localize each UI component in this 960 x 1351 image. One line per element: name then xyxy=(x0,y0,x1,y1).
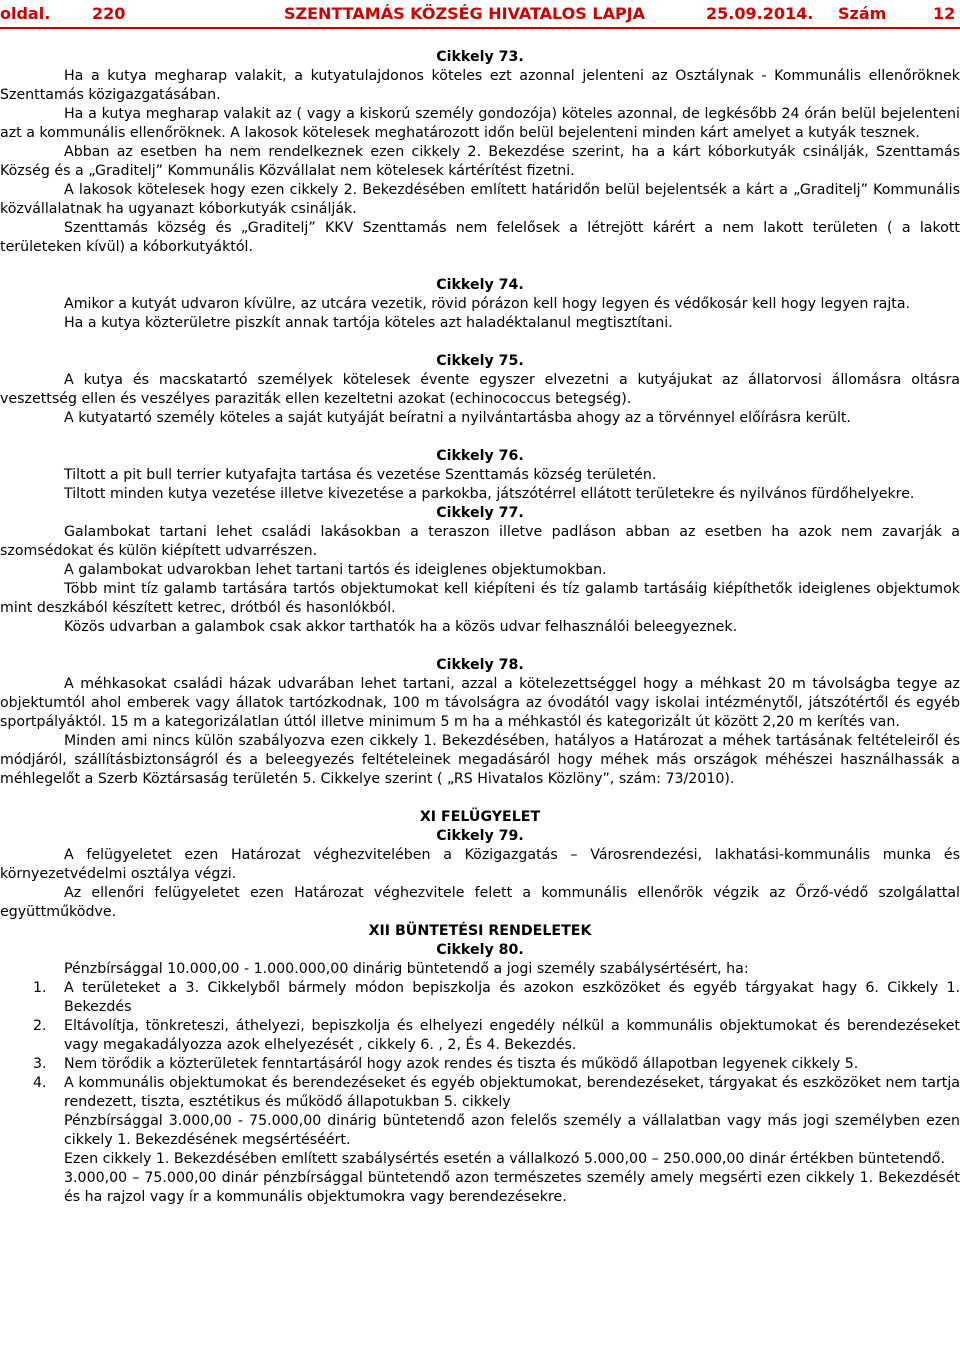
page-label: oldal. xyxy=(0,4,51,23)
list-item-text: Eltávolítja, tönkreteszi, áthelyezi, bepiszkolja és elhelyezi engedély nélkül a kommunális objektumokat és berendezéseket vagy megakadályozza azok elhelyezését , cikkely 6. , 2, És 4. Bekezdés. xyxy=(64,1018,960,1053)
header-rule xyxy=(0,27,960,29)
paragraph: Minden ami nincs külön szabályozva ezen cikkely 1. Bekezdésében, hatályos a Határozat a méhek tartásának feltételeiről és módjáról, szállításbiztonságról és a beleegyezés feltételeinek megadásáról hogy méhek más országok méhészei használhassák a méhlegelőt a Szerb Köztársaság területén 5. Cikkelye szerint ( „RS Hivatalos Közlöny”, szám: 73/2010). xyxy=(0,733,960,787)
section-heading: Cikkely 76. xyxy=(436,448,524,464)
list-item xyxy=(0,1074,960,1112)
indented-paragraph: Ezen cikkely 1. Bekezdésében említett szabálysértés esetén a vállalkozó 5.000,00 – 250.000,00 dinár értékben büntetendő. xyxy=(64,1151,946,1167)
journal-title: SZENTTAMÁS KÖZSÉG HIVATALOS LAPJA xyxy=(284,4,646,23)
list-number: 1. xyxy=(33,980,47,996)
paragraph: Galambokat tartani lehet családi lakásokban a teraszon illetve padláson abban az esetben ha azok nem zavarják a szomsédokat és külön kiépített udvarrészen. xyxy=(0,524,960,559)
page-header xyxy=(0,4,960,24)
paragraph: A méhkasokat családi házak udvarában lehet tartani, azzal a kötelezettséggel hogy a méhkast 20 m távolságba tegye az objektumtól ahol emberek vagy állatok tartózkodnak, 100 m távolságra az óvodától vagy iskolai intézménytől, játszótértől és egyéb sportpályáktól. 15 m a kategorizálatlan úttól illetve minimum 5 m ha a méhkastól és kategorizált út között 2,20 m kerítés van. xyxy=(0,676,960,730)
list-item xyxy=(0,1017,960,1055)
paragraph: Tiltott a pit bull terrier kutyafajta tartása és vezetése Szenttamás község területén. xyxy=(64,467,657,483)
list-item xyxy=(0,1055,960,1074)
document-body xyxy=(0,48,960,1207)
indented-paragraph: Pénzbírsággal 3.000,00 - 75.000,00 dinárig büntetendő azon felelős személy a vállalatban vagy más jogi személyben ezen cikkely 1. Bekezdésének megsértéséért. xyxy=(64,1113,960,1148)
paragraph: Ha a kutya megharap valakit, a kutyatulajdonos köteles ezt azonnal jelenteni az Osztálynak - Kommunális ellenőröknek Szenttamás közigazgatásában. xyxy=(0,68,960,103)
paragraph: Pénzbírsággal 10.000,00 - 1.000.000,00 dinárig büntetendő a jogi személy szabálysértésért, ha: xyxy=(64,961,749,977)
section-heading: Cikkely 78. xyxy=(436,657,524,673)
paragraph: Szenttamás község és „Graditelj” KKV Szenttamás nem felelősek a létrejött kárért a nem lakott területen ( a lakott területeken kívül) a kóborkutyáktól. xyxy=(0,220,960,255)
section-heading: XII BÜNTETÉSI RENDELETEK xyxy=(368,923,592,939)
paragraph: Ha a kutya közterületre piszkít annak tartója köteles azt haladéktalanul megtisztítani. xyxy=(64,315,673,331)
paragraph: Az ellenőri felügyeletet ezen Határozat véghezvitele felett a kommunális ellenőrök végzik az Őrző-védő szolgálattal együttműködve. xyxy=(0,885,960,920)
section-heading: Cikkely 77. xyxy=(436,505,524,521)
indented-paragraph: 3.000,00 – 75.000,00 dinár pénzbírsággal büntetendő azon természetes személy amely megsérti ezen cikkely 1. Bekezdését és ha rajzol vagy ír a kommunális objektumokra vagy berendezésekre. xyxy=(64,1170,960,1205)
spacer xyxy=(0,637,960,656)
paragraph: A kutya és macskatartó személyek kötelesek évente egyszer elvezetni a kutyájukat az állatorvosi állomásra oltásra veszettség ellen és veszélyes paraziták ellen kezeltetni azokat (echinococcus betegség). xyxy=(0,372,960,407)
list-number: 4. xyxy=(33,1075,47,1091)
paragraph: A felügyeletet ezen Határozat véghezvitelében a Közigazgatás – Városrendezési, lakhatási-kommunális munka és környezetvédelmi osztálya végzi. xyxy=(0,847,960,882)
paragraph: Ha a kutya megharap valakit az ( vagy a kiskorú személy gondozója) köteles azonnal, de legkésőbb 24 órán belül bejelenteni azt a kommunális ellenőröknek. A lakosok kötelesek meghatározott időn belül bejelenteni minden kárt amelyet a kutyák tesznek. xyxy=(0,106,960,141)
issue-label: Szám xyxy=(838,4,887,23)
issue-number: 12 xyxy=(933,4,956,23)
list-number: 3. xyxy=(33,1056,47,1072)
list-item-text: A kommunális objektumokat és berendezéseket és egyéb objektumokat, berendezéseket, tárgyakat és eszközöket nem tartja rendezett, tiszta, esztétikus és működő állapotukban 5. cikkely xyxy=(64,1075,960,1110)
section-heading: XI FELÜGYELET xyxy=(419,809,541,825)
paragraph: Több mint tíz galamb tartására tartós objektumokat kell kiépíteni és tíz galamb tartásáig kiépíthetők ideiglenes objektumok mint deszkából készített ketrec, drótból és hasonlókból. xyxy=(0,581,960,616)
paragraph: Amikor a kutyát udvaron kívülre, az utcára vezetik, rövid pórázon kell hogy legyen és védőkosár kell hogy legyen rajta. xyxy=(64,296,911,312)
list-item xyxy=(0,979,960,1017)
section-heading: Cikkely 73. xyxy=(436,49,524,65)
spacer xyxy=(0,428,960,447)
paragraph: A lakosok kötelesek hogy ezen cikkely 2. Bekezdésében említett határidőn belül bejelentsék a kárt a „Graditelj” Kommunális közvállalatnak ha ugyanazt kóborkutyák csinálják. xyxy=(0,182,960,217)
paragraph: A kutyatartó személy köteles a saját kutyáját beíratni a nyilvántartásba ahogy az a törvénnyel előírásra került. xyxy=(64,410,851,426)
list-item-text: A területeket a 3. Cikkelyből bármely módon bepiszkolja és azokon eszközöket és egyéb tárgyakat hagy 6. Cikkely 1. Bekezdés xyxy=(64,980,960,1015)
paragraph: Közös udvarban a galambok csak akkor tarthatók ha a közös udvar felhasználói beleegyeznek. xyxy=(64,619,738,635)
spacer xyxy=(0,257,960,276)
paragraph: Abban az esetben ha nem rendelkeznek ezen cikkely 2. Bekezdése szerint, ha a kárt kóborkutyák csinálják, Szenttamás Község és a „Graditelj” Kommunális Közvállalat nem kötelesek kártérítést fizetni. xyxy=(0,144,960,179)
paragraph: Tiltott minden kutya vezetése illetve kivezetése a parkokba, játszótérrel ellátott területekre és nyilvános fürdőhelyekre. xyxy=(64,486,915,502)
spacer xyxy=(0,789,960,808)
list-item-text: Nem törődik a közterületek fenntartásáról hogy azok rendes és tiszta és működő állapotban legyenek cikkely 5. xyxy=(64,1056,859,1072)
section-heading: Cikkely 74. xyxy=(436,277,524,293)
list-number: 2. xyxy=(33,1018,47,1034)
issue-date: 25.09.2014. xyxy=(706,4,814,23)
page-number: 220 xyxy=(92,4,126,23)
spacer xyxy=(0,333,960,352)
section-heading: Cikkely 80. xyxy=(436,942,524,958)
section-heading: Cikkely 75. xyxy=(436,353,524,369)
paragraph: A galambokat udvarokban lehet tartani tartós és ideiglenes objektumokban. xyxy=(64,562,607,578)
section-heading: Cikkely 79. xyxy=(436,828,524,844)
